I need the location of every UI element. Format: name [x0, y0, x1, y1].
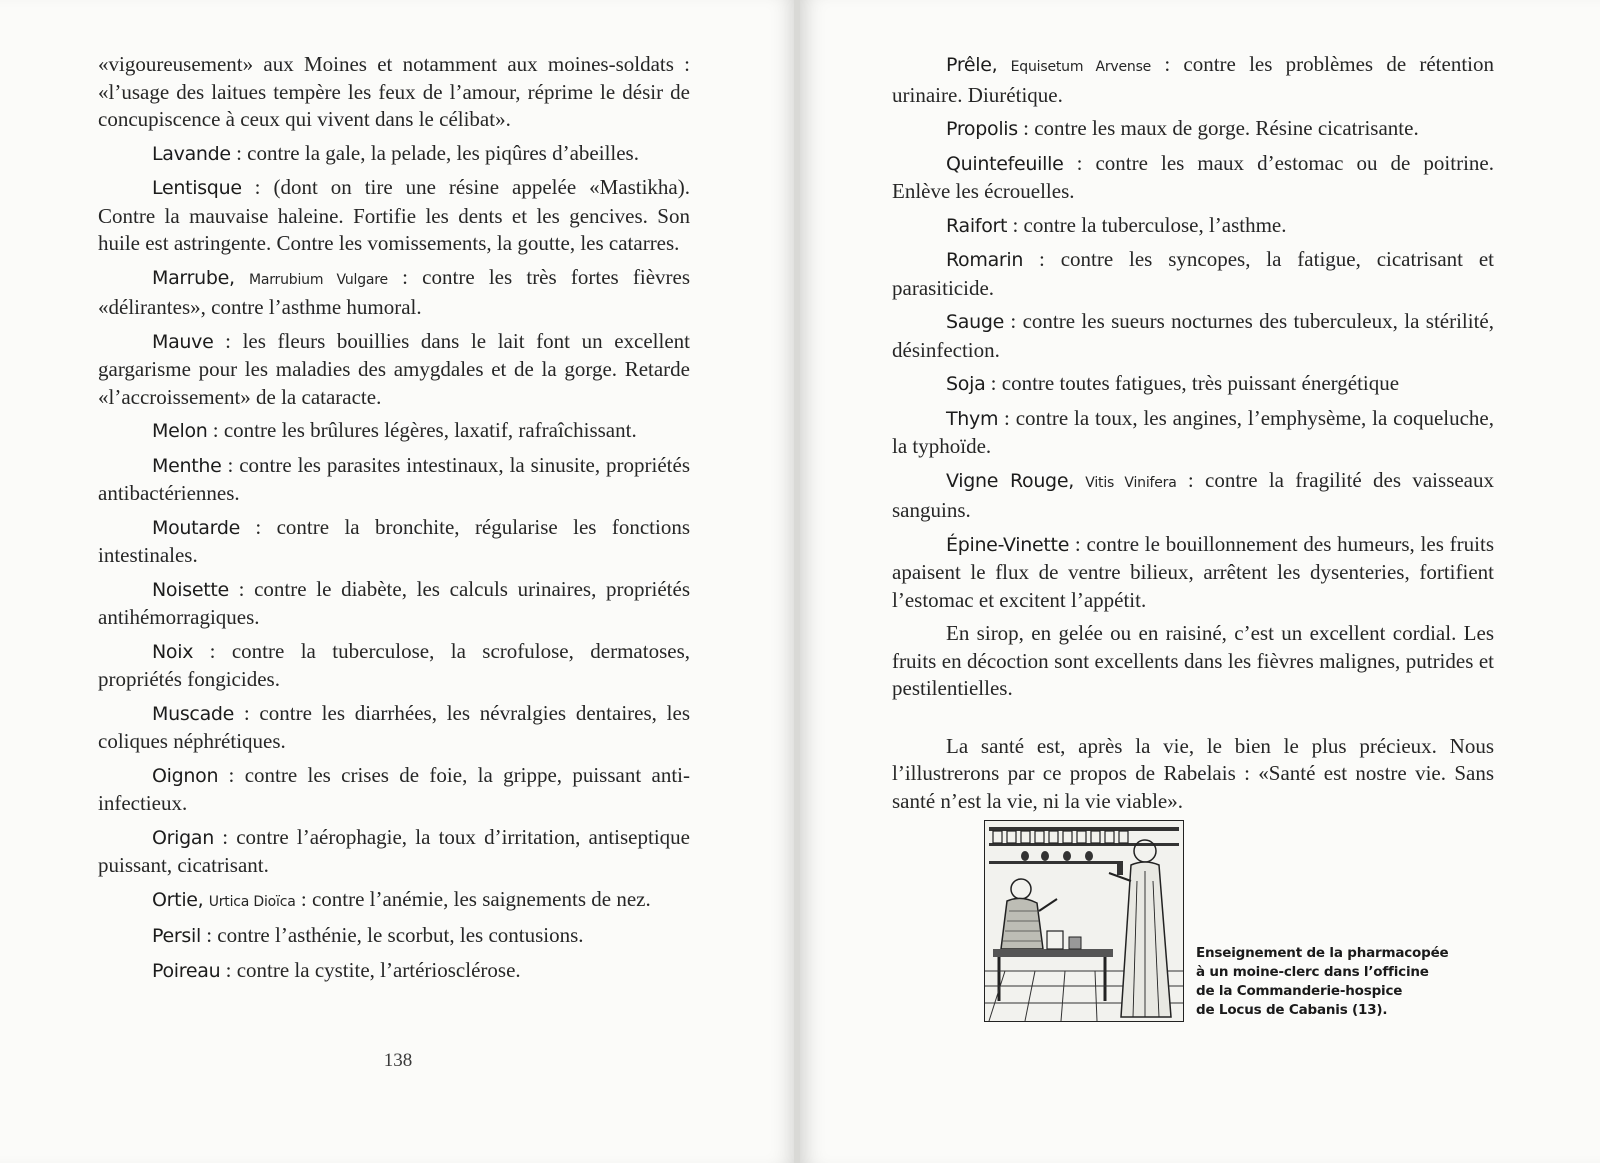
- entry-text: : contre la fragilité des vaisseaux sanguins.: [892, 467, 1495, 522]
- entry-term: Moutarde: [152, 516, 240, 539]
- entry-text: : contre les parasites intestinaux, la sinusite, propriétés antibactériennes.: [98, 452, 690, 505]
- entry-romarin: [892, 246, 1494, 302]
- entry-term: Romarin: [946, 249, 1024, 271]
- page-number: 138: [383, 1050, 413, 1071]
- entry-prele: [892, 51, 1494, 109]
- entry-raifort: [892, 212, 1494, 241]
- entry-term: Menthe: [152, 454, 222, 477]
- right-text-column: [892, 51, 1494, 821]
- entry-ortie: [98, 886, 690, 917]
- figure-caption: [1196, 944, 1449, 1020]
- entry-text: : contre les problèmes de rétention urinaire. Diurétique.: [892, 52, 1494, 107]
- entry-latin-name: Vitis Vinifera: [1085, 474, 1177, 491]
- entry-latin-name: Urtica Dioïca: [208, 893, 296, 910]
- entry-term: Persil: [152, 925, 201, 947]
- entry-text: : contre la bronchite, régularise les fonctions intestinales.: [98, 514, 690, 567]
- entry-term: Poireau: [152, 959, 221, 982]
- entry-latin-name: Marrubium Vulgare: [248, 271, 388, 288]
- entry-text: : contre les très fortes fièvres «délirantes», contre l’asthme humoral.: [98, 264, 691, 319]
- entry-noix: [98, 638, 690, 694]
- entry-text: : contre la tuberculose, l’asthme.: [1007, 212, 1287, 237]
- entry-text: : (dont on tire une résine appelée «Mastikha). Contre la mauvaise haleine. Fortifie les dents et les gencives. Son huile est astringente. Contre les vomissements, la goutte, les catarres.: [98, 175, 690, 255]
- entry-sauge: [892, 308, 1494, 364]
- entry-term: Origan: [152, 826, 214, 849]
- entry-text: : contre le bouillonnement des humeurs, les fruits apaisent le flux de ventre bilieux, arrêtent les dysenteries, fortifient l’estomac et excitent l’appétit.: [892, 531, 1494, 612]
- entry-term: Mauve: [152, 330, 214, 353]
- entry-text: : contre les crises de foie, la grippe, puissant anti-infectieux.: [98, 762, 690, 815]
- entry-term: Ortie,: [152, 888, 204, 911]
- entry-propolis: [892, 115, 1494, 144]
- entry-quintefeuille: [892, 150, 1494, 206]
- entry-term: Lentisque: [152, 177, 242, 199]
- entry-term: Noisette: [152, 578, 229, 601]
- entry-menthe: [98, 452, 690, 508]
- entry-noisette: [98, 576, 690, 632]
- caption-line: de la Commanderie-hospice: [1196, 983, 1403, 999]
- entry-text: : contre les maux de gorge. Résine cicatrisante.: [1017, 116, 1419, 140]
- entry-term: Melon: [152, 420, 208, 442]
- entry-term: Prêle,: [946, 54, 998, 76]
- entry-latin-name: Equisetum Arvense: [1010, 59, 1152, 75]
- entry-melon: [98, 417, 690, 446]
- entry-lavande: [98, 140, 690, 169]
- left-text-column: [98, 51, 690, 991]
- entry-soja: [892, 370, 1494, 399]
- right-page: [800, 0, 1600, 1163]
- entry-term: Lavande: [152, 142, 231, 165]
- entry-text: : contre toutes fatigues, très puissant énergétique: [985, 371, 1400, 395]
- entry-text: : contre la cystite, l’artériosclérose.: [220, 957, 521, 982]
- entry-text: : contre l’anémie, les saignements de nez.: [295, 886, 651, 911]
- entry-lentisque: [98, 174, 690, 258]
- entry-text: : contre les brûlures légères, laxatif, rafraîchissant.: [207, 418, 637, 442]
- entry-poireau: [98, 957, 690, 986]
- entry-term: Noix: [152, 640, 194, 663]
- left-page: [0, 0, 796, 1163]
- entry-moutarde: [98, 514, 690, 570]
- entry-term: Muscade: [152, 702, 235, 725]
- woodcut-drawing: [985, 821, 1183, 1021]
- entry-continuation: [98, 51, 690, 134]
- entry-text: : les fleurs bouillies dans le lait font un excellent gargarisme pour les maladies des amygdales et de la gorge. Retarde «l’accroissement» de la cataracte.: [98, 328, 690, 409]
- entry-term: Quintefeuille: [946, 152, 1064, 175]
- entry-term: Épine-Vinette: [946, 533, 1070, 556]
- caption-line: à un moine-clerc dans l’officine: [1196, 964, 1429, 980]
- entry-term: Oignon: [152, 764, 219, 787]
- entry-term: Vigne Rouge,: [946, 469, 1074, 492]
- entry-text: : contre l’aérophagie, la toux d’irritation, antiseptique puissant, cicatrisant.: [98, 824, 690, 877]
- entry-term: Propolis: [946, 118, 1018, 140]
- entry-persil: [98, 922, 690, 951]
- entry-term: Marrube,: [152, 266, 235, 289]
- entry-text: : contre le diabète, les calculs urinaires, propriétés antihémorragiques.: [98, 576, 690, 629]
- entry-term: Sauge: [946, 311, 1004, 333]
- entry-mauve: [98, 328, 690, 412]
- entry-text: : contre la gale, la pelade, les piqûres d’abeilles.: [230, 140, 639, 165]
- caption-line: de Locus de Cabanis (13).: [1196, 1002, 1388, 1018]
- entry-origan: [98, 824, 690, 880]
- entry-text: : contre les maux d’estomac ou de poitrine. Enlève les écrouelles.: [892, 150, 1494, 203]
- entry-text: En sirop, en gelée ou en raisiné, c’est un excellent cordial. Les fruits en décoction sont excellents dans les fièvres malignes, putrides et pestilentielles.: [892, 621, 1494, 700]
- closing-paragraph: La santé est, après la vie, le bien le plus précieux. Nous l’illustrerons par ce propos de Rabelais : «Santé est nostre vie. Sans santé n’est la vie, ni la vie viable».: [892, 733, 1494, 813]
- woodcut-illustration: [984, 820, 1184, 1022]
- entry-text: : contre les sueurs nocturnes des tuberculeux, la stérilité, désinfection.: [892, 309, 1494, 362]
- paragraph-spacer: [892, 709, 1494, 733]
- entry-vigne-rouge: [892, 467, 1494, 525]
- caption-line: Enseignement de la pharmacopée: [1196, 945, 1449, 961]
- entry-text: : contre les diarrhées, les névralgies dentaires, les coliques néphrétiques.: [98, 700, 690, 753]
- entry-term: Thym: [946, 407, 999, 430]
- entry-thym: [892, 405, 1494, 461]
- entry-term: Soja: [946, 373, 986, 395]
- entry-text: : contre la tuberculose, la scrofulose, dermatoses, propriétés fongicides.: [98, 638, 690, 691]
- entry-term: Raifort: [946, 214, 1008, 237]
- entry-muscade: [98, 700, 690, 756]
- entry-text: : contre l’asthénie, le scorbut, les contusions.: [200, 923, 584, 947]
- entry-sirop-paragraph: [892, 620, 1494, 703]
- entry-text: : contre les syncopes, la fatigue, cicatrisant et parasiticide.: [892, 247, 1494, 300]
- entry-text: : contre la toux, les angines, l’emphysème, la coqueluche, la typhoïde.: [892, 405, 1494, 458]
- entry-text: «vigoureusement» aux Moines et notamment aux moines-soldats : «l’usage des laitues tempère les feux de l’amour, réprime le désir de concupiscence à ceux qui vivent dans le célibat».: [98, 52, 690, 131]
- entry-oignon: [98, 762, 690, 818]
- entry-epine-vinette: [892, 531, 1494, 615]
- entry-marrube: [98, 264, 690, 322]
